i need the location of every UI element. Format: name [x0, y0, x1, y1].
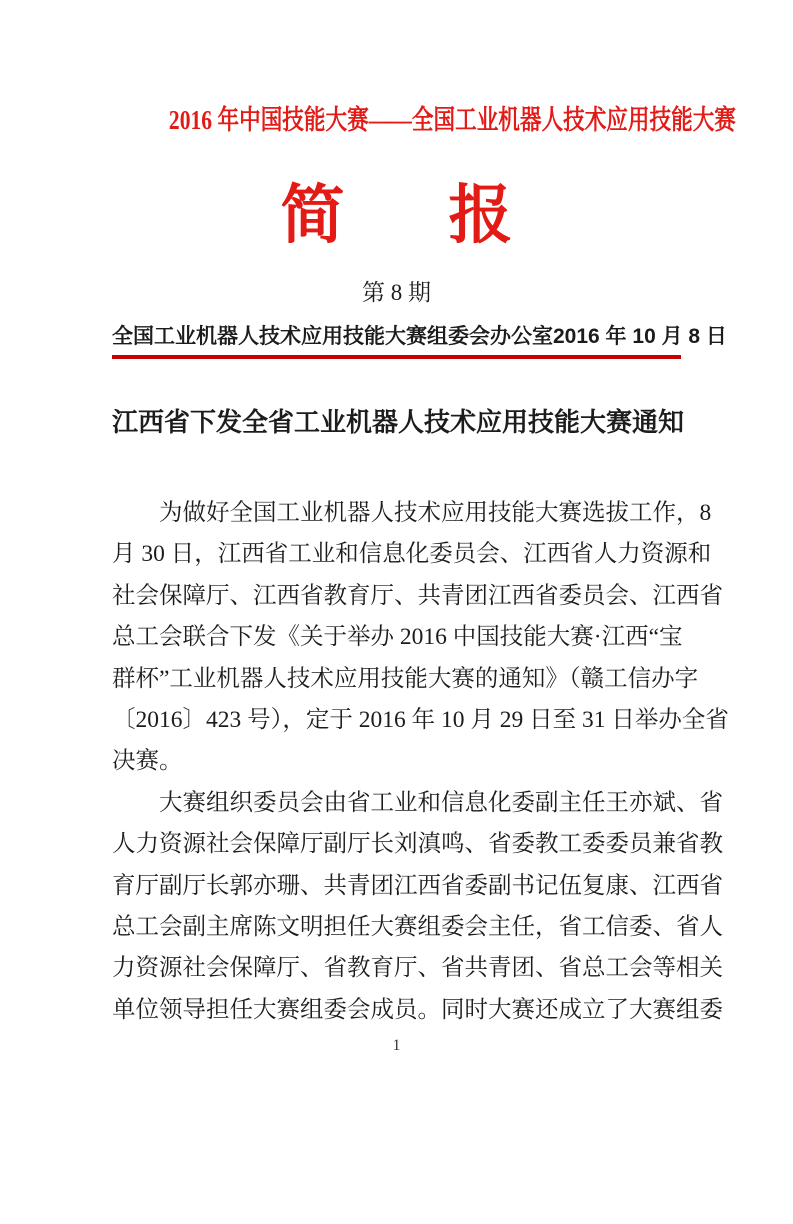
body-line: 月 30 日，江西省工业和信息化委员会、江西省人力资源和: [112, 541, 712, 568]
article-heading: 江西省下发全省工业机器人技术应用技能大赛通知: [112, 407, 685, 437]
body-line: 总工会副主席陈文明担任大赛组委会主任，省工信委、省人: [112, 914, 723, 941]
masthead-char-bao: 报: [448, 179, 513, 251]
body-line: 决赛。: [112, 748, 183, 775]
doc-title: 2016 年中国技能大赛——全国工业机器人技术应用技能大赛: [168, 105, 736, 135]
article-body: [112, 493, 729, 1031]
red-divider-rule: [112, 355, 681, 359]
page-number: 1: [392, 1037, 401, 1055]
body-line: 总工会联合下发《关于举办 2016 中国技能大赛·江西“宝: [112, 624, 683, 651]
body-line: 大赛组织委员会由省工业和信息化委副主任王亦斌、省: [159, 789, 723, 816]
issue-date: 2016 年 10 月 8 日: [553, 325, 727, 348]
body-line: 社会保障厅、江西省教育厅、共青团江西省委员会、江西省: [112, 582, 723, 609]
office-date-row: [112, 323, 727, 350]
issue-number: 第 8 期: [362, 280, 431, 305]
body-line: 力资源社会保障厅、省教育厅、省共青团、省总工会等相关: [112, 955, 723, 982]
body-line: 为做好全国工业机器人技术应用技能大赛选拔工作，8: [159, 500, 712, 526]
body-line: 〔2016〕423 号），定于 2016 年 10 月 29 日至 31 日举办全省: [112, 707, 729, 734]
body-line: 单位领导担任大赛组委会成员。同时大赛还成立了大赛组委: [112, 996, 723, 1023]
document-page: [0, 102, 793, 1224]
office-name: 全国工业机器人技术应用技能大赛组委会办公室: [112, 325, 553, 348]
body-line: 人力资源社会保障厅副厅长刘滇鸣、省委教工委委员兼省教: [112, 831, 723, 858]
masthead: [112, 179, 681, 251]
masthead-char-jian: 简: [280, 179, 345, 251]
body-line: 育厅副厅长郭亦珊、共青团江西省委副书记伍复康、江西省: [112, 872, 723, 899]
body-line: 群杯”工业机器人技术应用技能大赛的通知》（赣工信办字: [112, 665, 699, 692]
